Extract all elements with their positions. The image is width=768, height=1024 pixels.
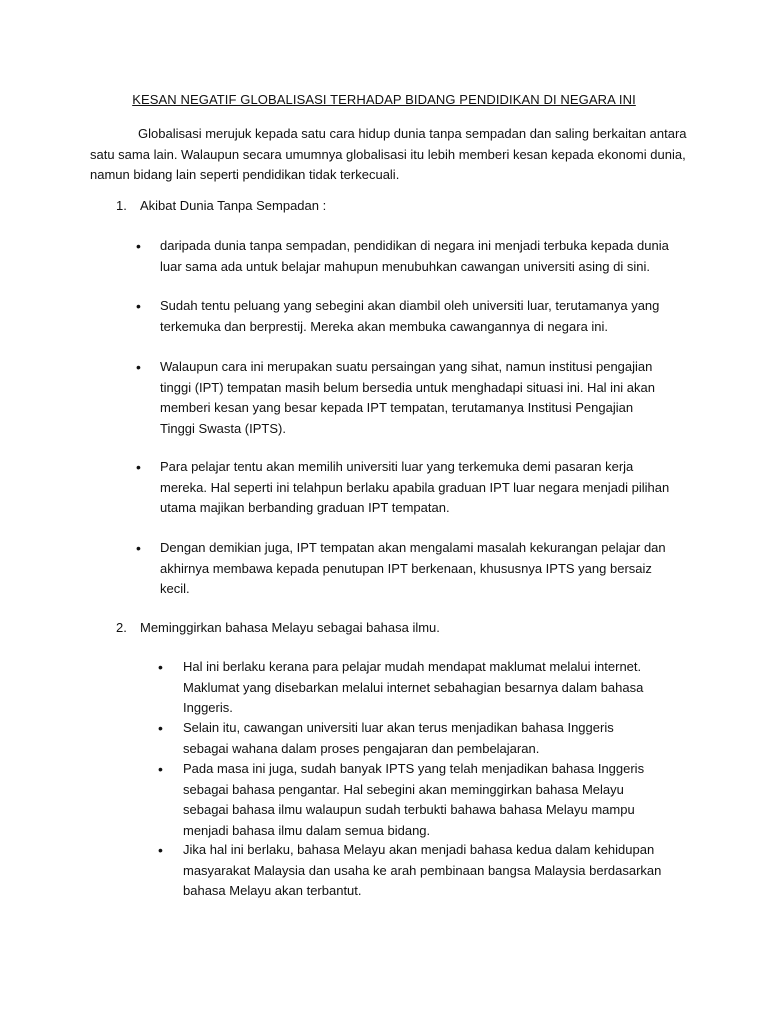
bullet-icon: • — [136, 298, 141, 314]
list-item — [158, 840, 663, 902]
list-item-text: Hal ini berlaku kerana para pelajar mudah mendapat maklumat melalui internet. Maklumat yang disebarkan melalui internet sebahagian besarnya dalam bahasa Inggeris. — [183, 659, 644, 715]
list-item-text: Jika hal ini berlaku, bahasa Melayu akan menjadi bahasa kedua dalam kehidupan masyarakat Malaysia dan usaha ke arah pembinaan bangsa Malaysia berdasarkan bahasa Melayu akan terbantut. — [183, 842, 662, 898]
list-item-text: Para pelajar tentu akan memilih universiti luar yang terkemuka demi pasaran kerja mereka. Hal seperti ini telahpun berlaku apabila graduan IPT luar negara menjadi pilihan utama majikan berbanding graduan IPT tempatan. — [160, 459, 670, 515]
bullet-icon: • — [136, 359, 141, 375]
list-item — [158, 657, 658, 719]
bullet-icon: • — [136, 459, 141, 475]
list-item-text: Dengan demikian juga, IPT tempatan akan mengalami masalah kekurangan pelajar dan akhirnya membawa kepada penutupan IPT berkenaan, khususnya IPTS yang bersaiz kecil. — [160, 540, 666, 596]
section-number: 1. — [116, 198, 127, 213]
list-item — [158, 759, 663, 841]
bullet-icon: • — [158, 842, 163, 858]
list-item — [136, 296, 676, 337]
section-heading-text: Meminggirkan bahasa Melayu sebagai bahasa ilmu. — [140, 620, 440, 635]
list-item — [136, 457, 676, 519]
section-number: 2. — [116, 620, 127, 635]
bullet-icon: • — [158, 761, 163, 777]
bullet-icon: • — [136, 540, 141, 556]
list-item-text: Pada masa ini juga, sudah banyak IPTS yang telah menjadikan bahasa Inggeris sebagai bahasa pengantar. Hal sebegini akan meminggirkan bahasa Melayu sebagai bahasa ilmu walaupun sudah terbukti bahawa bahasa Melayu mampu menjadi bahasa ilmu dalam semua bidang. — [183, 761, 645, 838]
intro-paragraph: Globalisasi merujuk kepada satu cara hidup dunia tanpa sempadan dan saling berkaitan antara satu sama lain. Walaupun secara umumnya globalisasi itu lebih memberi kesan kepada ekonomi dunia, namun bidang lain seperti pendidikan tidak terkecuali. — [90, 126, 687, 182]
list-item — [136, 236, 676, 277]
section-heading-text: Akibat Dunia Tanpa Sempadan : — [140, 198, 327, 213]
list-item-text: Selain itu, cawangan universiti luar akan terus menjadikan bahasa Inggeris sebagai wahana dalam proses pengajaran dan pembelajaran. — [183, 720, 614, 756]
list-item — [136, 357, 671, 439]
list-item-text: Walaupun cara ini merupakan suatu persaingan yang sihat, namun institusi pengajian tinggi (IPT) tempatan masih belum bersedia untuk menghadapi situasi ini. Hal ini akan memberi kesan yang besar kepada IPT tempatan, terutamanya Institusi Pengajian Tinggi Swasta (IPTS). — [160, 359, 655, 436]
bullet-icon: • — [158, 659, 163, 675]
list-item-text: Sudah tentu peluang yang sebegini akan diambil oleh universiti luar, terutamanya yang terkemuka dan berprestij. Mereka akan membuka cawangannya di negara ini. — [160, 298, 660, 334]
list-item — [136, 538, 681, 600]
list-item-text: daripada dunia tanpa sempadan, pendidikan di negara ini menjadi terbuka kepada dunia luar sama ada untuk belajar mahupun menubuhkan cawangan universiti asing di sini. — [160, 238, 669, 274]
bullet-icon: • — [136, 238, 141, 254]
list-item — [158, 718, 658, 759]
bullet-icon: • — [158, 720, 163, 736]
document-title: KESAN NEGATIF GLOBALISASI TERHADAP BIDANG PENDIDIKAN DI NEGARA INI — [132, 92, 636, 107]
